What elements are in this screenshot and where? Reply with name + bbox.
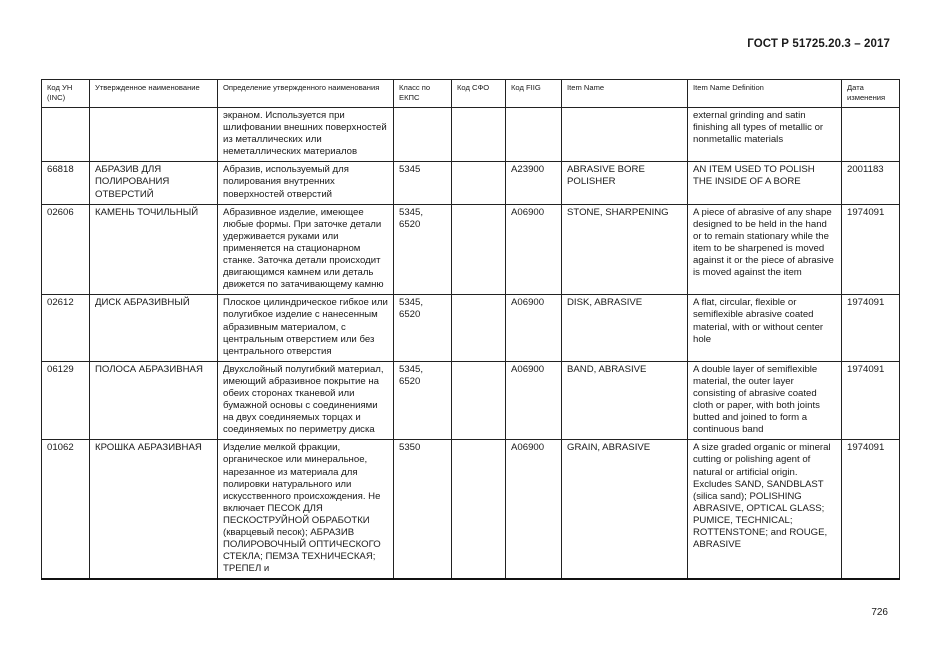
cell-approved-name: АБРАЗИВ ДЛЯ ПОЛИРОВАНИЯ ОТВЕРСТИЙ xyxy=(90,162,218,204)
cell-change-date: 1974091 xyxy=(842,361,900,440)
cell-item-name-definition: external grinding and satin finishing all types of metallic or nonmetallic materials xyxy=(688,108,842,162)
cell-approved-name xyxy=(90,108,218,162)
cell-change-date: 2001183 xyxy=(842,162,900,204)
cell-fiig-code: A06900 xyxy=(506,204,562,295)
document-title: ГОСТ Р 51725.20.3 – 2017 xyxy=(747,38,890,50)
column-header-item-name-definition: Item Name Definition xyxy=(688,80,842,108)
cell-inc-code: 01062 xyxy=(42,440,90,580)
cell-fiig-code: A06900 xyxy=(506,440,562,580)
cell-item-name-definition: A piece of abrasive of any shape designed to be held in the hand or to remain stationary while the item to be sharpened is moved against it or the piece of abrasive is moved against the item xyxy=(688,204,842,295)
table-row xyxy=(42,440,900,580)
cell-change-date: 1974091 xyxy=(842,295,900,361)
cell-item-name: GRAIN, ABRASIVE xyxy=(562,440,688,580)
cell-item-name: ABRASIVE BORE POLISHER xyxy=(562,162,688,204)
cell-ekps-class: 5345, 6520 xyxy=(394,295,452,361)
cell-inc-code: 06129 xyxy=(42,361,90,440)
table-row xyxy=(42,204,900,295)
cell-approved-name: ДИСК АБРАЗИВНЫЙ xyxy=(90,295,218,361)
cell-item-name-definition: AN ITEM USED TO POLISH THE INSIDE OF A BORE xyxy=(688,162,842,204)
cell-ekps-class: 5350 xyxy=(394,440,452,580)
cell-item-name-definition: A flat, circular, flexible or semiflexible abrasive coated material, with or without center hole xyxy=(688,295,842,361)
cell-sfo-code xyxy=(452,204,506,295)
cell-name-definition: Плоское цилиндрическое гибкое или полугибкое изделие с нанесенным абразивным материалом, с центральным отверстием или без центрального отверстия xyxy=(218,295,394,361)
cell-ekps-class xyxy=(394,108,452,162)
classification-table xyxy=(41,79,900,580)
cell-item-name xyxy=(562,108,688,162)
cell-ekps-class: 5345 xyxy=(394,162,452,204)
column-header-item-name: Item Name xyxy=(562,80,688,108)
cell-item-name: BAND, ABRASIVE xyxy=(562,361,688,440)
cell-name-definition: Абразивное изделие, имеющее любые формы. При заточке детали удерживается руками или применяется на стационарном станке. Заточка детали происходит двигающимся камнем или деталь движется по затачивающему камню xyxy=(218,204,394,295)
page-number: 726 xyxy=(871,607,888,618)
table-row xyxy=(42,108,900,162)
cell-item-name: STONE, SHARPENING xyxy=(562,204,688,295)
column-header-inc-code: Код УН (INC) xyxy=(42,80,90,108)
cell-item-name-definition: A size graded organic or mineral cutting or polishing agent of natural or artificial origin. Excludes SAND, SANDBLAST (silica sand); POLISHING ABRASIVE, OPTICAL GLASS; PUMICE, TECHNICAL; ROTTENSTONE; and ROUGE, ABRASIVE xyxy=(688,440,842,580)
cell-sfo-code xyxy=(452,295,506,361)
column-header-name-definition: Определение утвержденного наименования xyxy=(218,80,394,108)
table-row xyxy=(42,162,900,204)
cell-fiig-code: A23900 xyxy=(506,162,562,204)
column-header-ekps-class: Класс по ЕКПС xyxy=(394,80,452,108)
table-row xyxy=(42,295,900,361)
cell-name-definition: Двухслойный полугибкий материал, имеющий абразивное покрытие на обеих сторонах тканевой или бумажной основы с соединениями на двух соединяемых торцах и соединяемых по периметру диска xyxy=(218,361,394,440)
cell-ekps-class: 5345, 6520 xyxy=(394,204,452,295)
table-row xyxy=(42,361,900,440)
cell-approved-name: ПОЛОСА АБРАЗИВНАЯ xyxy=(90,361,218,440)
cell-approved-name: КАМЕНЬ ТОЧИЛЬНЫЙ xyxy=(90,204,218,295)
cell-approved-name: КРОШКА АБРАЗИВНАЯ xyxy=(90,440,218,580)
cell-fiig-code: A06900 xyxy=(506,295,562,361)
cell-change-date: 1974091 xyxy=(842,440,900,580)
cell-name-definition: Изделие мелкой фракции, органическое или минеральное, нарезанное из материала для полировки натурального или искусственного происхождения. Не включает ПЕСОК ДЛЯ ПЕСКОСТРУЙНОЙ ОБРАБОТКИ (кварцевый песок); АБРАЗИВ ПОЛИРОВОЧНЫЙ ОПТИЧЕСКОГО СТЕКЛА; ПЕМЗА ТЕХНИЧЕСКАЯ; ТРЕПЕЛ и xyxy=(218,440,394,580)
cell-fiig-code xyxy=(506,108,562,162)
cell-sfo-code xyxy=(452,108,506,162)
cell-item-name: DISK, ABRASIVE xyxy=(562,295,688,361)
cell-change-date: 1974091 xyxy=(842,204,900,295)
cell-name-definition: экраном. Используется при шлифовании внешних поверхностей из металлических или неметаллических материалов xyxy=(218,108,394,162)
column-header-change-date: Дата изменения xyxy=(842,80,900,108)
cell-sfo-code xyxy=(452,162,506,204)
cell-inc-code: 66818 xyxy=(42,162,90,204)
cell-inc-code xyxy=(42,108,90,162)
cell-sfo-code xyxy=(452,440,506,580)
cell-ekps-class: 5345, 6520 xyxy=(394,361,452,440)
cell-name-definition: Абразив, используемый для полирования внутренних поверхностей отверстий xyxy=(218,162,394,204)
cell-inc-code: 02606 xyxy=(42,204,90,295)
cell-item-name-definition: A double layer of semiflexible material, the outer layer consisting of abrasive coated cloth or paper, with both joints butted and joined to form a continuous band xyxy=(688,361,842,440)
table-header-row xyxy=(42,80,900,108)
cell-inc-code: 02612 xyxy=(42,295,90,361)
column-header-fiig-code: Код FIIG xyxy=(506,80,562,108)
column-header-sfo-code: Код СФО xyxy=(452,80,506,108)
cell-change-date xyxy=(842,108,900,162)
cell-sfo-code xyxy=(452,361,506,440)
column-header-approved-name: Утвержденное наименование xyxy=(90,80,218,108)
cell-fiig-code: A06900 xyxy=(506,361,562,440)
